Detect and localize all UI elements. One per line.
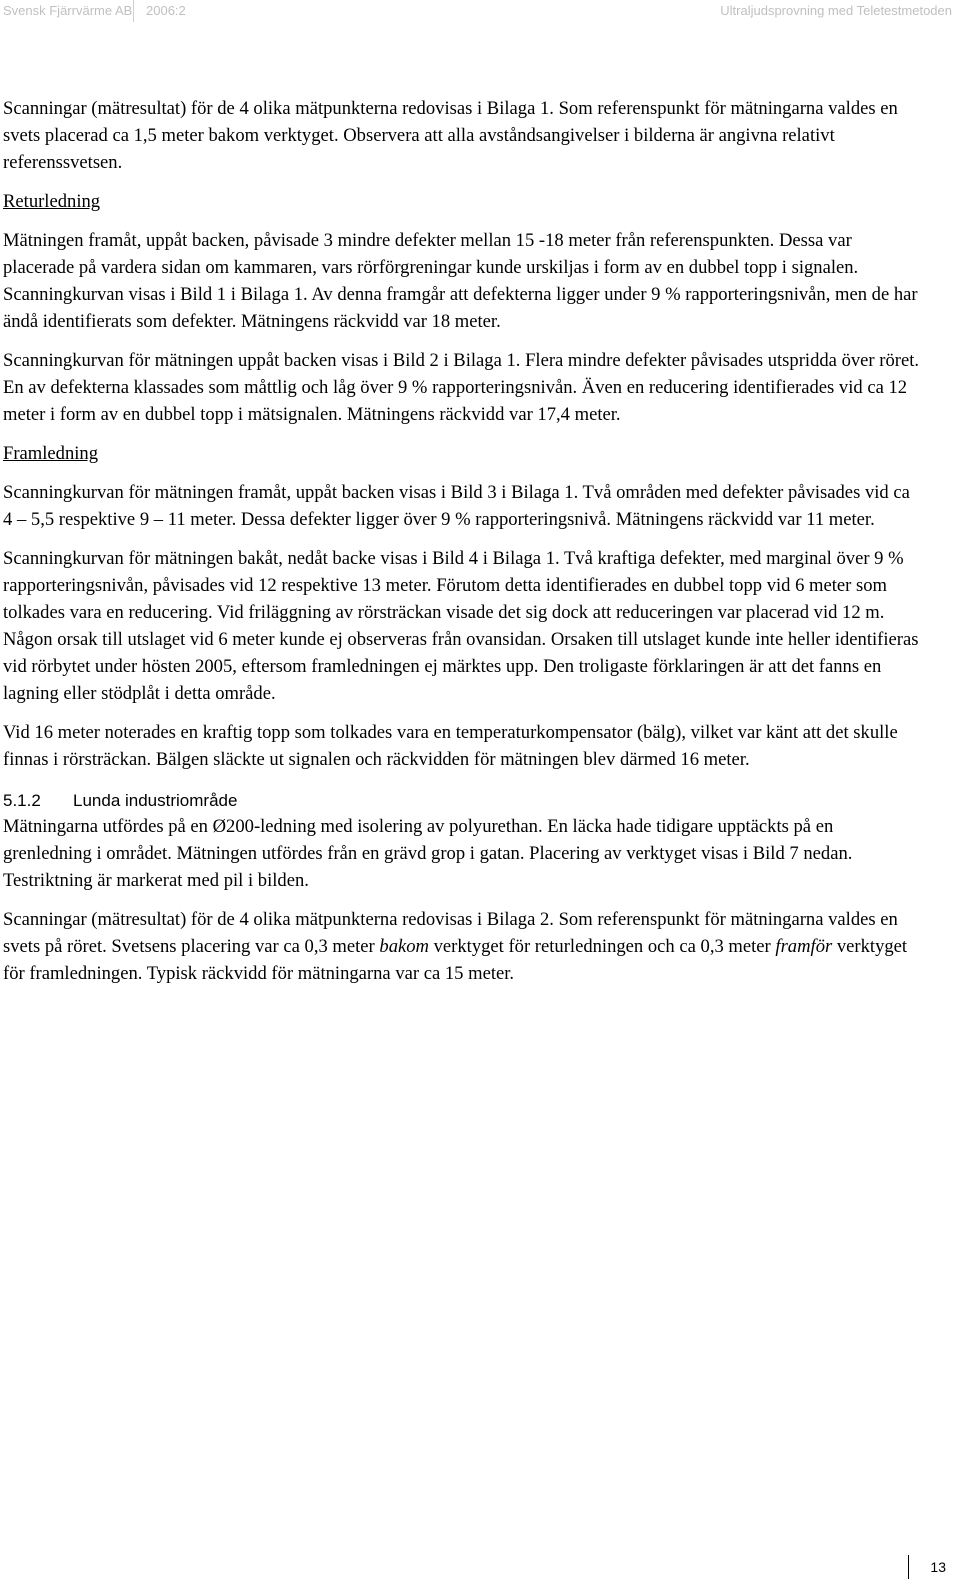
heading-framledning: Framledning bbox=[3, 443, 99, 464]
document-body bbox=[3, 95, 923, 999]
heading-returledning: Returledning bbox=[3, 191, 101, 212]
paragraph-returledning-uphill: Scanningkurvan för mätningen uppåt backen visas i Bild 2 i Bilaga 1. Flera mindre defekter påvisades utspridda över röret. En av defekterna klassades som måttlig och låg över 9 % rapporteringsnivån. Även en reducering identifierades vid ca 12 meter i form av en dubbel topp i mätsignalen. Mätningens räckvidd var 17,4 meter. bbox=[3, 350, 920, 425]
paragraph-lunda-setup: Mätningarna utfördes på en Ø200-ledning med isolering av polyurethan. En läcka hade tidigare upptäckts på en grenledning i området. Mätningen utfördes från en grävd grop i gatan. Placering av verktyget visas i Bild 7 nedan. Testriktning är markerat med pil i bilden. bbox=[3, 816, 853, 891]
section-heading bbox=[3, 789, 923, 813]
page-header bbox=[0, 0, 960, 26]
paragraph-returledning-forward: Mätningen framåt, uppåt backen, påvisade 3 mindre defekter mellan 15 -18 meter från referenspunkten. Dessa var placerade på vardera sidan om kammaren, vars rörförgreningar kunde urskiljas i form av en dubbel topp i signalen. Scanningkurvan visas i Bild 1 i Bilaga 1. Av denna framgår att defekterna ligger under 9 % rapporteringsnivån, men de har ändå identifierats som defekter. Mätningens räckvidd var 18 meter. bbox=[3, 230, 918, 332]
paragraph-lunda-scans: Scanningar (mätresultat) för de 4 olika mätpunkterna redovisas i Bilaga 2. Som referenspunkt för mätningarna valdes en svets på röret. Svetsens placering var ca 0,3 meter bakom verktyget för returledningen och ca 0,3 meter framför verktyget för framledningen. Typisk räckvidd för mätningarna var ca 15 meter. bbox=[3, 909, 908, 984]
page-footer bbox=[930, 1555, 946, 1583]
header-report-number: 2006:2 bbox=[146, 3, 186, 18]
header-separator bbox=[133, 0, 134, 22]
paragraph-framledning-backward: Scanningkurvan för mätningen bakåt, nedåt backe visas i Bild 4 i Bilaga 1. Två kraftiga defekter, med marginal över 9 % rapporteringsnivån, påvisades vid 12 respektive 13 meter. Förutom detta identifierades en dubbel topp vid 6 meter som tolkades vara en reducering. Vid friläggning av rörsträckan visade det sig dock att reduceringen var placerad vid 12 m. Någon orsak till utslaget vid 6 meter kunde ej observeras från ovansidan. Orsaken till utslaget kunde inte heller identifieras vid rörbytet under hösten 2005, eftersom framledningen ej märktes upp. Den troligaste förklaringen är att det fanns en lagning eller stödplåt i detta område. bbox=[3, 548, 919, 704]
section-title: Lunda industriområde bbox=[73, 791, 238, 810]
footer-rule bbox=[908, 1555, 909, 1579]
header-report-title: Ultraljudsprovning med Teletestmetoden bbox=[720, 3, 952, 18]
paragraph-intro: Scanningar (mätresultat) för de 4 olika mätpunkterna redovisas i Bilaga 1. Som referenspunkt för mätningarna valdes en svets placerad ca 1,5 meter bakom verktyget. Observera att alla avståndsangivelser i bilderna är angivna relativt referenssvetsen. bbox=[3, 98, 898, 173]
paragraph-framledning-forward: Scanningkurvan för mätningen framåt, uppåt backen visas i Bild 3 i Bilaga 1. Två områden med defekter påvisades vid ca 4 – 5,5 respektive 9 – 11 meter. Dessa defekter ligger över 9 % rapporteringsnivå. Mätningens räckvidd var 11 meter. bbox=[3, 482, 910, 530]
paragraph-bellows: Vid 16 meter noterades en kraftig topp som tolkades vara en temperaturkompensator (bälg), vilket var känt att det skulle finnas i rörsträckan. Bälgen släckte ut signalen och räckvidden för mätningen blev därmed 16 meter. bbox=[3, 722, 898, 770]
emphasis-framfor: framför bbox=[775, 936, 833, 957]
section-number: 5.1.2 bbox=[3, 791, 41, 810]
page-number: 13 bbox=[930, 1559, 946, 1575]
emphasis-bakom: bakom bbox=[379, 936, 429, 957]
header-company: Svensk Fjärrvärme AB bbox=[3, 3, 133, 18]
